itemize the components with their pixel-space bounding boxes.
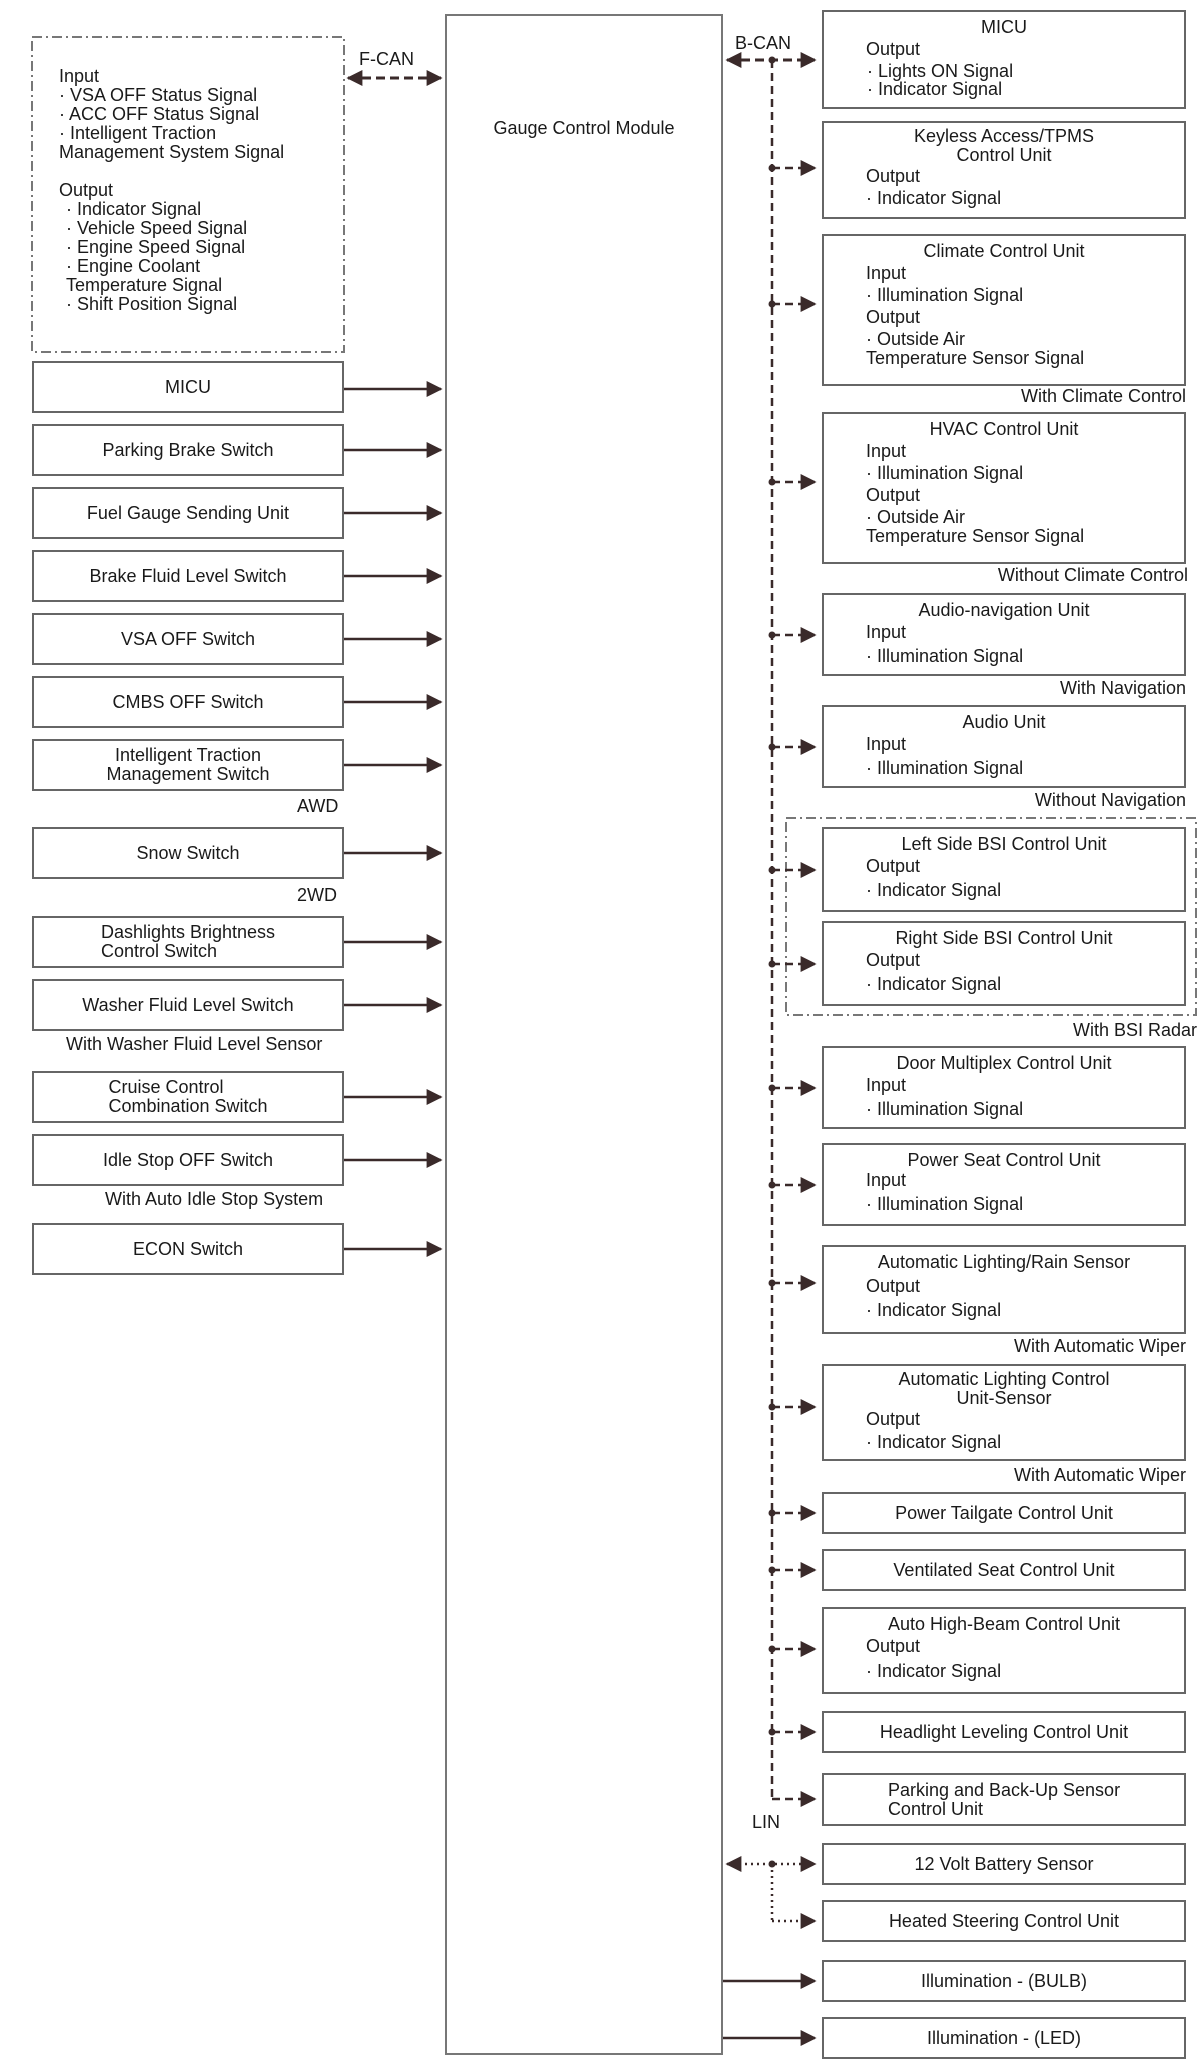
unit-line: · Illumination Signal xyxy=(866,758,1024,778)
fcan-info-frame xyxy=(32,37,344,352)
condition-note: Without Climate Control xyxy=(997,565,1188,585)
output-signal: · Shift Position Signal xyxy=(66,294,238,314)
output-signal: Temperature Signal xyxy=(66,275,223,295)
unit-line: Input xyxy=(866,441,907,461)
input-label: Dashlights Brightness Control Switch xyxy=(100,922,276,961)
unit-title: Auto High-Beam Control Unit xyxy=(887,1614,1121,1634)
unit-line: · Illumination Signal xyxy=(866,285,1024,305)
output-signal: · Engine Coolant xyxy=(66,256,201,276)
unit-title: Right Side BSI Control Unit xyxy=(895,928,1113,948)
unit-line: · Outside Air xyxy=(866,329,966,349)
unit-title: Power Seat Control Unit xyxy=(907,1150,1101,1170)
condition-note: With BSI Radar xyxy=(1072,1020,1197,1040)
bcan-label: B-CAN xyxy=(735,33,792,53)
unit-title: Power Tailgate Control Unit xyxy=(895,1503,1113,1523)
lin-label: LIN xyxy=(752,1812,781,1832)
unit-line: · Indicator Signal xyxy=(866,1661,1002,1681)
input-label: Intelligent Traction Management Switch xyxy=(106,745,270,784)
unit-line: Output xyxy=(866,166,921,186)
unit-line: · Illumination Signal xyxy=(866,463,1024,483)
input-label: Idle Stop OFF Switch xyxy=(102,1149,274,1170)
unit-title: MICU xyxy=(981,17,1027,37)
unit-title: Door Multiplex Control Unit xyxy=(896,1053,1112,1073)
unit-title: Climate Control Unit xyxy=(923,241,1085,261)
unit-title: Heated Steering Control Unit xyxy=(888,1911,1120,1931)
unit-line: Input xyxy=(866,1075,907,1095)
unit-line: Input xyxy=(866,263,907,283)
unit-title: Audio-navigation Unit xyxy=(918,600,1090,620)
input-signal: · ACC OFF Status Signal xyxy=(59,104,260,124)
input-arrows xyxy=(344,389,441,1249)
unit-title: Headlight Leveling Control Unit xyxy=(879,1722,1129,1742)
unit-line: · Lights ON Signal xyxy=(867,61,1014,81)
unit-line: Output xyxy=(866,1636,921,1656)
input-label: Cruise Control Combination Switch xyxy=(108,1077,268,1116)
unit-line: · Indicator Signal xyxy=(866,880,1002,900)
unit-line: · Indicator Signal xyxy=(866,974,1002,994)
unit-title: Automatic Lighting/Rain Sensor xyxy=(877,1252,1131,1272)
input-label: Snow Switch xyxy=(136,842,240,863)
bcan-branches xyxy=(772,168,815,1799)
input-signal: Management System Signal xyxy=(59,142,285,162)
condition-note: 2WD xyxy=(297,885,337,905)
unit-title: Keyless Access/TPMS Control Unit xyxy=(913,126,1095,165)
unit-line: · Outside Air xyxy=(866,507,966,527)
condition-note: With Navigation xyxy=(1059,678,1186,698)
unit-line: Output xyxy=(866,1276,921,1296)
input-label: ECON Switch xyxy=(132,1238,244,1259)
unit-line: Output xyxy=(866,39,921,59)
unit-line: Temperature Sensor Signal xyxy=(866,526,1085,546)
unit-title: Illumination - (LED) xyxy=(926,2028,1082,2048)
unit-line: Output xyxy=(866,307,921,327)
unit-title: Automatic Lighting Control Unit-Sensor xyxy=(898,1369,1110,1408)
condition-note: With Automatic Wiper xyxy=(1013,1465,1186,1485)
unit-line: Input xyxy=(866,622,907,642)
unit-title: Audio Unit xyxy=(962,712,1046,732)
fcan-label: F-CAN xyxy=(359,49,414,69)
output-signal: · Indicator Signal xyxy=(66,199,202,219)
unit-line: Temperature Sensor Signal xyxy=(866,348,1085,368)
unit-line: Output xyxy=(866,1409,921,1429)
unit-line: · Indicator Signal xyxy=(866,1432,1002,1452)
condition-note: With Climate Control xyxy=(1020,386,1186,406)
condition-note: AWD xyxy=(297,796,339,816)
unit-line: · Indicator Signal xyxy=(866,188,1002,208)
bsi-group-frame xyxy=(786,818,1196,1015)
unit-line: Output xyxy=(866,856,921,876)
input-label: Brake Fluid Level Switch xyxy=(89,565,287,586)
unit-line: Input xyxy=(866,734,907,754)
output-signal: · Engine Speed Signal xyxy=(66,237,246,257)
unit-line: Output xyxy=(866,485,921,505)
unit-line: · Illumination Signal xyxy=(866,646,1024,666)
input-signal: · Intelligent Traction xyxy=(59,123,217,143)
module-title: Gauge Control Module xyxy=(493,118,675,138)
unit-title: Illumination - (BULB) xyxy=(920,1971,1088,1991)
input-signal: · VSA OFF Status Signal xyxy=(59,85,258,105)
unit-line: · Indicator Signal xyxy=(867,79,1003,99)
unit-line: · Indicator Signal xyxy=(866,1300,1002,1320)
unit-line: · Illumination Signal xyxy=(866,1194,1024,1214)
unit-title: HVAC Control Unit xyxy=(929,419,1079,439)
unit-title: Ventilated Seat Control Unit xyxy=(893,1560,1115,1580)
unit-title: Parking and Back-Up Sensor Control Unit xyxy=(887,1779,1121,1819)
output-heading: Output xyxy=(59,180,114,200)
output-signal: · Vehicle Speed Signal xyxy=(66,218,248,238)
unit-line: · Illumination Signal xyxy=(866,1099,1024,1119)
unit-title: Left Side BSI Control Unit xyxy=(901,834,1107,854)
unit-title: 12 Volt Battery Sensor xyxy=(914,1854,1094,1874)
condition-note: With Auto Idle Stop System xyxy=(105,1189,324,1209)
input-label: Fuel Gauge Sending Unit xyxy=(86,502,290,523)
input-label: VSA OFF Switch xyxy=(120,628,256,649)
condition-note: With Automatic Wiper xyxy=(1013,1336,1186,1356)
input-heading: Input xyxy=(59,66,100,86)
unit-line: Input xyxy=(866,1170,907,1190)
input-label: CMBS OFF Switch xyxy=(112,691,264,712)
input-label: Washer Fluid Level Switch xyxy=(82,994,294,1015)
unit-line: Output xyxy=(866,950,921,970)
input-label: MICU xyxy=(165,376,211,397)
condition-note: With Washer Fluid Level Sensor xyxy=(66,1034,323,1054)
input-label: Parking Brake Switch xyxy=(102,439,274,460)
condition-note: Without Navigation xyxy=(1034,790,1186,810)
